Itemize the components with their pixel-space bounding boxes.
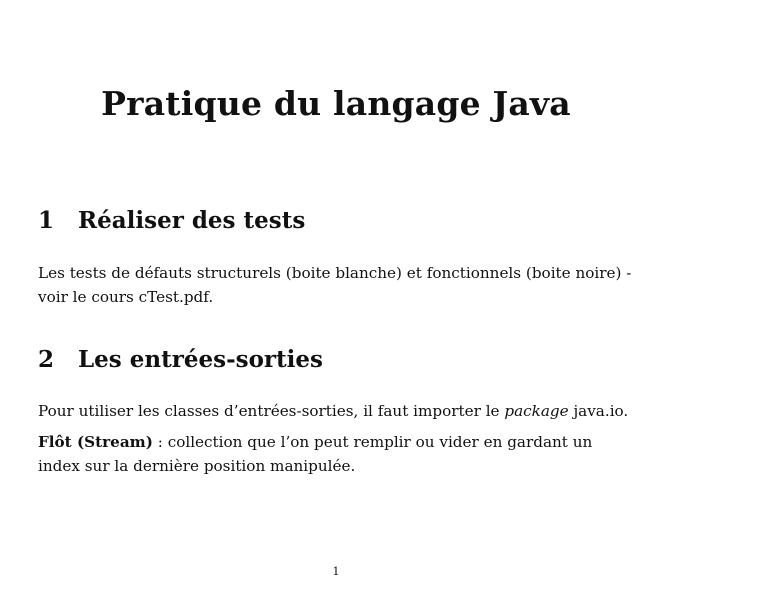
- section-1-title: Réaliser des tests: [78, 207, 306, 234]
- definition-term: Flôt (Stream): [38, 433, 153, 451]
- section-2-heading: [38, 346, 323, 373]
- document-title: Pratique du langage Java: [101, 84, 571, 123]
- page-number: 1: [332, 565, 340, 578]
- intro-emphasis: package: [504, 402, 569, 420]
- section-2-number: 2: [38, 346, 55, 373]
- intro-text-after: java.io.: [568, 402, 629, 420]
- definition-text: : collection que l’on peut remplir ou vider en gardant un index sur la dernière position manipulée.: [38, 433, 593, 475]
- section-2-intro-paragraph: [38, 399, 638, 423]
- intro-text-before: Pour utiliser les classes d’entrées-sorties, il faut importer le: [38, 402, 505, 420]
- section-1-paragraph: Les tests de défauts structurels (boite blanche) et fonctionnels (boite noire) - voir le cours cTest.pdf.: [38, 264, 632, 306]
- section-1-heading: [38, 207, 305, 234]
- section-2-title: Les entrées-sorties: [78, 346, 323, 373]
- stream-definition-paragraph: [38, 430, 638, 478]
- section-1-number: 1: [38, 207, 55, 234]
